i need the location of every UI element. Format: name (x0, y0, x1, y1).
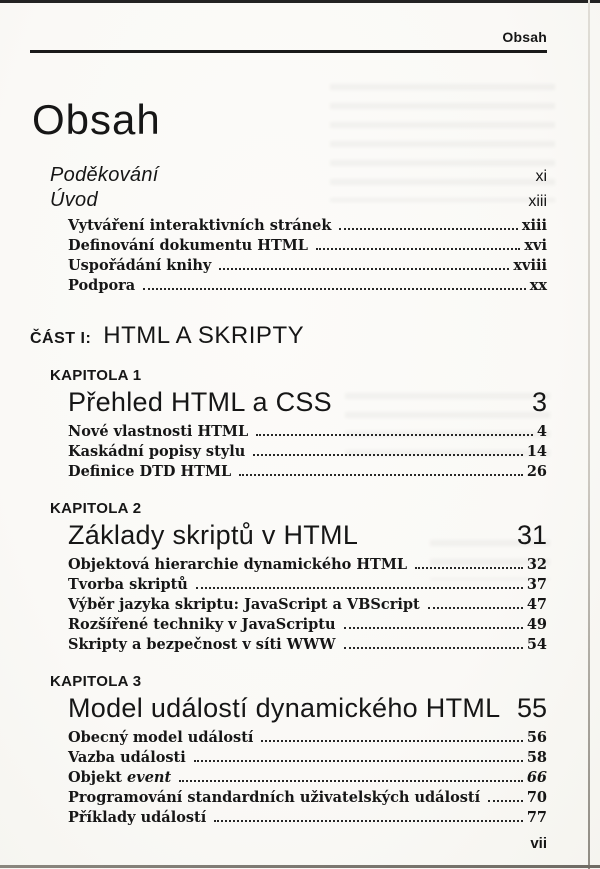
toc-entry-page-number: 54 (526, 636, 547, 653)
toc-entry-page-number: 47 (526, 596, 547, 613)
toc-entry-row (30, 789, 547, 809)
toc-entry-label-emphasis: event (127, 769, 172, 786)
toc-entry-label (68, 463, 231, 480)
part-label: ČÁST I: (30, 330, 92, 347)
chapter-page-number: 31 (516, 520, 547, 550)
toc-entry-label (68, 576, 188, 593)
chapter-block (30, 367, 547, 483)
toc-entry-label-text: Programování standardních uživatelských událostí (68, 789, 481, 806)
chapter-kicker: KAPITOLA 1 (50, 367, 142, 384)
toc-entry-page-number: 70 (526, 789, 547, 806)
toc-entry-row (30, 237, 547, 257)
toc-entry-label (68, 636, 336, 653)
toc-entry-label-text: Tvorba skriptů (68, 576, 188, 593)
front-matter-page-number: xi (535, 168, 547, 185)
toc-entry-label-text: Rozšířené techniky v JavaScriptu (68, 616, 336, 633)
dot-leader (344, 647, 523, 649)
scan-edge-right (588, 0, 590, 869)
front-matter-page-number: xiii (528, 193, 547, 210)
toc-entry-label-text: Nové vlastnosti HTML (68, 423, 249, 440)
dot-leader (256, 434, 533, 436)
toc-entry-page-number: 4 (536, 423, 547, 440)
folio-page-number: vii (530, 835, 547, 852)
part-title: HTML A SKRIPTY (103, 322, 305, 349)
toc-entry-label (68, 809, 206, 826)
front-matter-section (30, 164, 547, 214)
front-matter-label: Úvod (50, 189, 98, 211)
toc-entry-label-text: Objektová hierarchie dynamického HTML (68, 556, 408, 573)
toc-entry-label (68, 556, 407, 573)
toc-entry-row (30, 277, 547, 297)
chapter-block (30, 673, 547, 829)
toc-entry-label-text: Kaskádní popisy stylu (68, 443, 246, 460)
chapter-title-row (30, 387, 547, 418)
toc-entry-row (30, 769, 547, 789)
dot-leader (196, 587, 523, 589)
toc-entry-page-number: xiii (521, 217, 547, 234)
toc-entry-label-text: Uspořádání knihy (68, 257, 212, 274)
toc-entry-row (30, 636, 547, 656)
chapter-entries (30, 556, 547, 656)
dot-leader (179, 780, 523, 782)
front-matter-row (30, 164, 547, 189)
toc-entry-row (30, 809, 547, 829)
toc-entry-row (30, 217, 547, 237)
toc-entry-row (30, 443, 547, 463)
toc-entry-page-number: 58 (526, 749, 547, 766)
chapter-page-number: 55 (516, 693, 547, 723)
chapter-title: Přehled HTML a CSS (68, 387, 332, 417)
toc-entry-label (68, 729, 253, 746)
toc-entry-page-number: 49 (526, 616, 547, 633)
toc-entry-label-text: Příklady událostí (68, 809, 207, 826)
toc-entry-label (68, 616, 336, 633)
front-matter-row (30, 189, 547, 214)
header-rule (30, 50, 547, 53)
dot-leader (339, 228, 517, 230)
toc-entry-row (30, 257, 547, 277)
chapter-block (30, 500, 547, 656)
dot-leader (316, 248, 520, 250)
toc-entry-label-text: Podpora (68, 277, 136, 294)
toc-entry-page-number: 32 (526, 556, 547, 573)
chapters-section (30, 367, 547, 829)
toc-entry-row (30, 463, 547, 483)
part-heading (30, 322, 547, 350)
toc-entry-page-number: 77 (526, 809, 547, 826)
dot-leader (239, 474, 523, 476)
toc-entry-label-text: Obecný model událostí (68, 729, 254, 746)
toc-entry-label-text: Vytváření interaktivních stránek (68, 217, 332, 234)
toc-entry-label (68, 596, 420, 613)
chapter-kicker: KAPITOLA 2 (50, 500, 142, 517)
page-title: Obsah (32, 96, 161, 143)
toc-entry-row (30, 423, 547, 443)
toc-entry-label (68, 257, 211, 274)
chapter-title-row (30, 520, 547, 551)
scan-edge-bottom (0, 865, 600, 868)
dot-leader (261, 740, 522, 742)
toc-entry-page-number: 26 (526, 463, 547, 480)
toc-entry-label-text: Vazba události (68, 749, 186, 766)
page-content (30, 0, 547, 829)
dot-leader (488, 800, 523, 802)
chapter-entries (30, 729, 547, 829)
chapter-entries (30, 423, 547, 483)
dot-leader (194, 760, 523, 762)
toc-entry-label (68, 423, 248, 440)
front-matter-label: Poděkování (50, 164, 159, 186)
toc-entry-row (30, 749, 547, 769)
toc-entry-label (68, 749, 186, 766)
toc-entry-label-text: Definice DTD HTML (68, 463, 232, 480)
chapter-kicker: KAPITOLA 3 (50, 673, 142, 690)
chapter-title: Základy skriptů v HTML (68, 520, 359, 550)
dot-leader (415, 567, 523, 569)
toc-entry-page-number: 56 (526, 729, 547, 746)
toc-entry-page-number: xviii (513, 257, 547, 274)
toc-entry-row (30, 576, 547, 596)
toc-entry-label-text: Objekt (68, 769, 128, 786)
chapter-title: Model událostí dynamického HTML (68, 693, 501, 723)
toc-entry-page-number: 14 (526, 443, 547, 460)
toc-entry-row (30, 556, 547, 576)
dot-leader (143, 288, 526, 290)
dot-leader (214, 820, 523, 822)
toc-entry-label-text: Definování dokumentu HTML (68, 237, 309, 254)
introduction-entries (30, 217, 547, 297)
scan-edge-top (0, 0, 600, 3)
toc-entry-row (30, 616, 547, 636)
toc-entry-label-text: Výběr jazyka skriptu: JavaScript a VBScript (68, 596, 420, 613)
chapter-title-row (30, 693, 547, 724)
toc-entry-label (68, 789, 480, 806)
dot-leader (344, 627, 523, 629)
toc-entry-page-number: xx (529, 277, 547, 294)
toc-entry-label (68, 277, 135, 294)
toc-entry-page-number: 37 (526, 576, 547, 593)
toc-entry-label (68, 443, 245, 460)
toc-entry-row (30, 729, 547, 749)
dot-leader (428, 607, 523, 609)
toc-entry-label-text: Skripty a bezpečnost v síti WWW (68, 636, 336, 653)
dot-leader (219, 268, 509, 270)
toc-entry-label (68, 769, 171, 786)
toc-entry-row (30, 596, 547, 616)
running-header: Obsah (502, 29, 547, 45)
toc-entry-label (68, 217, 331, 234)
toc-entry-label (68, 237, 308, 254)
toc-entry-page-number: 66 (526, 769, 547, 786)
dot-leader (253, 454, 523, 456)
chapter-page-number: 3 (531, 387, 547, 417)
toc-entry-page-number: xvi (524, 237, 547, 254)
